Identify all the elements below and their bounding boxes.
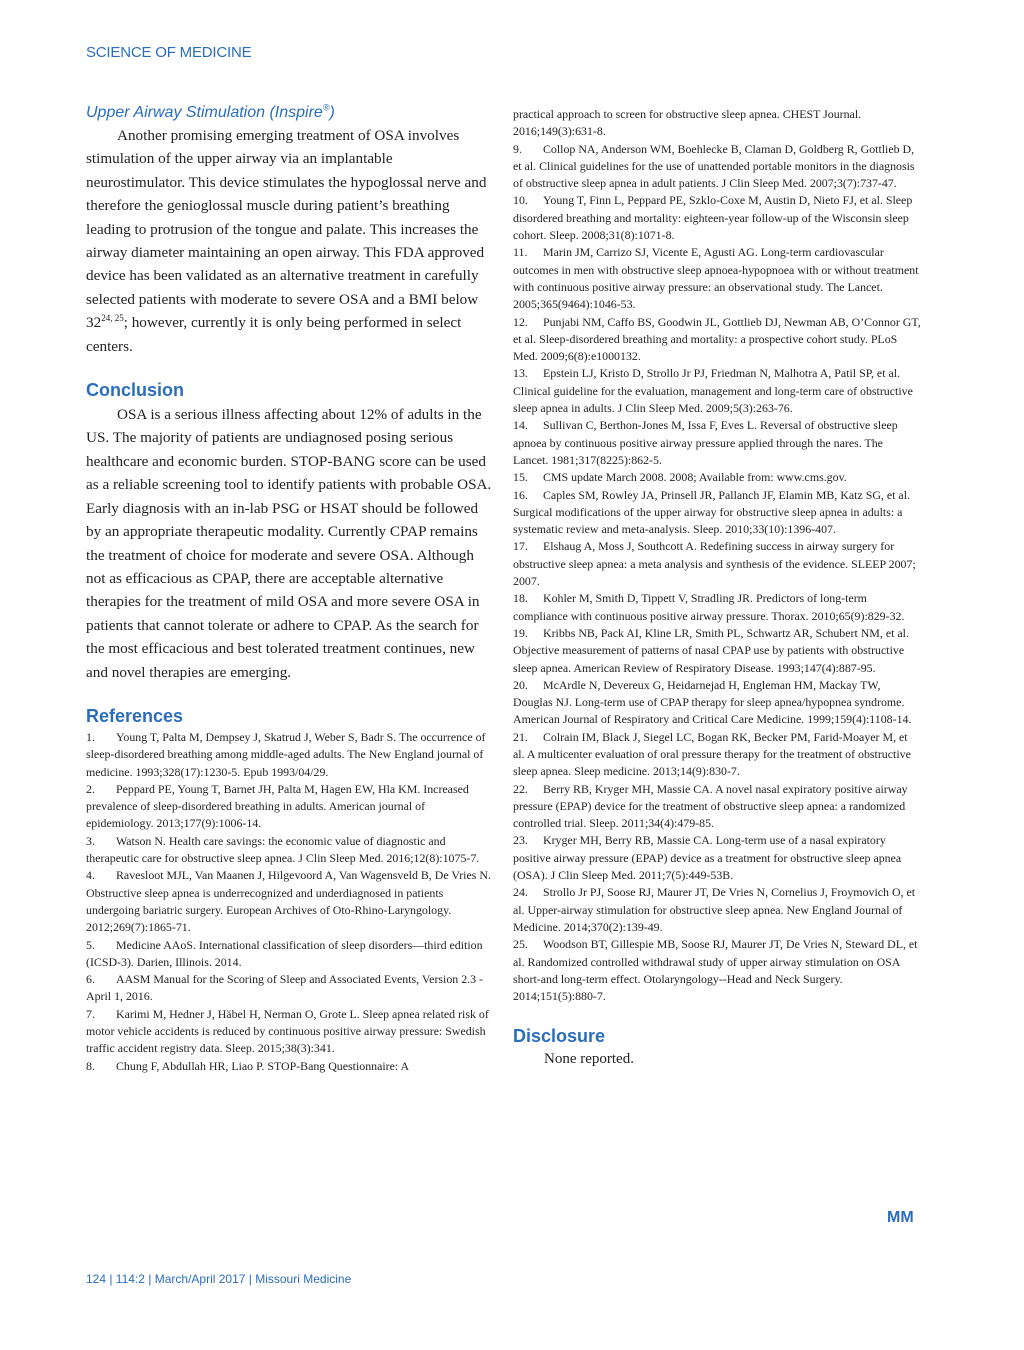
reference-text: Punjabi NM, Caffo BS, Goodwin JL, Gottlieb DJ, Newman AB, O’Connor GT, et al. Sleep-disordered breathing and mortality: a prospective cohort study. PLoS Med. 2009;6(8):e1000132. — [513, 314, 921, 364]
reference-item — [513, 365, 921, 417]
references-heading: References — [86, 705, 184, 726]
reference-text: Chung F, Abdullah HR, Liao P. STOP-Bang Questionnaire: A — [116, 1058, 410, 1073]
reference-number: 14. — [513, 418, 528, 433]
inspire-paragraph — [86, 124, 492, 358]
reference-text: Marin JM, Carrizo SJ, Vicente E, Agusti AG. Long-term cardiovascular outcomes in men with obstructive sleep apnoea-hypopnoea with or without treatment with continuous positive airway pressure: an observational study. The Lancet. 2005;365(9464):1046-53. — [513, 245, 919, 312]
reference-item — [513, 469, 921, 486]
reference-number: 3. — [86, 833, 95, 848]
reference-number: 8. — [86, 1058, 95, 1073]
reference-item — [86, 1006, 492, 1058]
reference-number: 23. — [513, 833, 528, 848]
inspire-title-text: Upper Airway Stimulation (Inspire — [86, 104, 323, 121]
reference-item — [513, 936, 921, 1005]
reference-item — [513, 417, 921, 469]
reference-number: 20. — [513, 677, 528, 692]
reference-number: 9. — [513, 141, 522, 156]
disclosure-text: None reported. — [544, 1051, 634, 1068]
disclosure-heading: Disclosure — [513, 1026, 606, 1047]
reference-number: 16. — [513, 487, 528, 502]
conclusion-paragraph: OSA is a serious illness affecting about 12% of adults in the US. The majority of patients are undiagnosed posing serious healthcare and economic burden. STOP-BANG score can be used as a reliable screening tool to identify patients with probable OSA. Early diagnosis with an in-lab PSG or HSAT should be followed by an appropriate therapeutic modality. Currently CPAP remains the treatment of choice for moderate and severe OSA. Although not as efficacious as CPAP, there are acceptable alternative therapies for the treatment of mild OSA and more severe OSA in patients that cannot tolerate or adhere to CPAP. As the search for the most efficacious and best tolerated treatment continues, new and novel therapies are emerging. — [86, 406, 492, 681]
reference-text: Colrain IM, Black J, Siegel LC, Bogan RK, Becker PM, Farid-Moayer M, et al. A multicenter evaluation of oral pressure therapy for the treatment of obstructive sleep apnea. Sleep medicine. 2013;14(9):830-7. — [513, 729, 911, 779]
registered-mark: ® — [322, 102, 330, 113]
reference-number: 21. — [513, 729, 528, 744]
reference-number: 18. — [513, 591, 528, 606]
reference-text: Medicine AAoS. International classification of sleep disorders—third edition (ICSD-3). Darien, Illinois. 2014. — [86, 937, 483, 969]
reference-text: Karimi M, Hedner J, Häbel H, Nerman O, Grote L. Sleep apnea related risk of motor vehicle accidents is reduced by continuous positive airway pressure: Swedish traffic accident registry data. Sleep. 2015;38(3):341. — [86, 1006, 489, 1056]
reference-item — [513, 244, 921, 313]
reference-number: 1. — [86, 729, 95, 744]
reference-item — [86, 937, 492, 972]
reference-number: 19. — [513, 625, 528, 640]
reference-item — [513, 192, 921, 244]
reference-text: Young T, Finn L, Peppard PE, Szklo-Coxe M, Austin D, Nieto FJ, et al. Sleep disordered breathing and mortality: eighteen-year follow-up of the Wisconsin sleep cohort. Sleep. 2008;31(8):1071-8. — [513, 193, 913, 243]
reference-item — [86, 867, 492, 936]
reference-number: 12. — [513, 314, 528, 329]
reference-item — [513, 487, 921, 539]
reference-text: McArdle N, Devereux G, Heidarnejad H, Engleman HM, Mackay TW, Douglas NJ. Long-term use of CPAP therapy for sleep apnea/hypopnea syndrome. American Journal of Respiratory and Critical Care Medicine. 1999;159(4):1108-14. — [513, 677, 912, 727]
reference-item — [86, 729, 492, 781]
reference-number: 25. — [513, 937, 528, 952]
reference-number: 2. — [86, 781, 95, 796]
reference-number: 17. — [513, 539, 528, 554]
reference-text: Young T, Palta M, Dempsey J, Skatrud J, Weber S, Badr S. The occurrence of sleep-disordered breathing among middle-aged adults. The New England journal of medicine. 1993;328(17):1230-5. Epub 1993/04/29. — [86, 729, 486, 779]
reference-item — [513, 677, 921, 729]
reference-number: 4. — [86, 868, 95, 883]
left-column — [86, 104, 492, 1075]
reference-text: Peppard PE, Young T, Barnet JH, Palta M, Hagen EW, Hla KM. Increased prevalence of sleep-disordered breathing in adults. American journal of epidemiology. 2013;177(9):1006-14. — [86, 781, 469, 831]
reference-item — [86, 781, 492, 833]
reference-text: Epstein LJ, Kristo D, Strollo Jr PJ, Friedman N, Malhotra A, Patil SP, et al. Clinical guideline for the evaluation, management and long-term care of obstructive sleep apnea in adults. J Clin Sleep Med. 2009;5(3):263-76. — [513, 366, 913, 416]
reference-number: 22. — [513, 781, 528, 796]
reference-text: Kribbs NB, Pack AI, Kline LR, Smith PL, Schwartz AR, Schubert NM, et al. Objective measurement of patterns of nasal CPAP use by patients with obstructive sleep apnea. American Review of Respiratory Disease. 1993;147(4):887-95. — [513, 625, 909, 675]
right-column — [513, 106, 921, 1068]
reference-item — [513, 314, 921, 366]
reference-item — [513, 781, 921, 833]
inspire-title-end: ) — [329, 104, 335, 121]
reference-item — [513, 884, 921, 936]
reference-number: 24. — [513, 885, 528, 900]
reference-item — [86, 1058, 492, 1075]
reference-text: Kohler M, Smith D, Tippett V, Stradling JR. Predictors of long-term compliance with continuous positive airway pressure. Thorax. 2010;65(9):829-32. — [513, 591, 905, 623]
inspire-heading — [86, 104, 492, 122]
reference-number: 6. — [86, 972, 95, 987]
reference-text: Collop NA, Anderson WM, Boehlecke B, Claman D, Goldberg R, Gottlieb D, et al. Clinical guidelines for the use of unattended portable monitors in the diagnosis of obstructive sleep apnea in adult patients. J Clin Sleep Med. 2007;3(7):737-47. — [513, 141, 915, 191]
reference-number: 13. — [513, 366, 528, 381]
reference-item — [513, 590, 921, 625]
reference-item — [86, 971, 492, 1006]
reference-item — [513, 625, 921, 677]
reference-number: 15. — [513, 470, 528, 485]
page-footer: 124 | 114:2 | March/April 2017 | Missouri Medicine — [86, 1272, 352, 1286]
inspire-body: Another promising emerging treatment of OSA involves stimulation of the upper airway via an implantable neurostimulator. This device stimulates the hypoglossal nerve and therefore the genioglossal muscle during patient’s breathing leading to protrusion of the tongue and palate. This increases the airway diameter maintaining an open airway. This FDA approved device has been validated as an alternative treatment in carefully selected patients with moderate to severe OSA and a BMI below 32 — [86, 127, 487, 332]
reference-number: 10. — [513, 193, 528, 208]
reference-number: 11. — [513, 245, 528, 260]
reference-text: Kryger MH, Berry RB, Massie CA. Long-term use of a nasal expiratory positive airway pressure (EPAP) device as a treatment for obstructive sleep apnea (OSA). J Clin Sleep Med. 2011;7(5):449-53B. — [513, 833, 902, 883]
reference-text: Sullivan C, Berthon-Jones M, Issa F, Eves L. Reversal of obstructive sleep apnoea by continuous positive airway pressure applied through the nares. The Lancet. 1981;317(8225):862-5. — [513, 418, 898, 467]
reference-text: Woodson BT, Gillespie MB, Soose RJ, Maurer JT, De Vries N, Steward DL, et al. Randomized controlled withdrawal study of upper airway stimulation on OSA short-and long-term effect. Otolaryngology--Head and Neck Surgery. 2014;151(5):880-7. — [513, 937, 918, 1004]
reference-number: 5. — [86, 937, 95, 952]
reference-item — [513, 538, 921, 590]
references-list-right — [513, 141, 921, 1006]
reference-text: Elshaug A, Moss J, Southcott A. Redefining success in airway surgery for obstructive sleep apnea: a meta analysis and synthesis of the evidence. SLEEP 2007; 2007. — [513, 539, 916, 589]
reference-item — [513, 832, 921, 884]
section-header: SCIENCE OF MEDICINE — [86, 44, 252, 61]
reference-continuation: practical approach to screen for obstructive sleep apnea. CHEST Journal. 2016;149(3):631-8. — [513, 107, 862, 139]
conclusion-heading: Conclusion — [86, 380, 184, 401]
reference-text: Berry RB, Kryger MH, Massie CA. A novel nasal expiratory positive airway pressure (EPAP) device for the treatment of obstructive sleep apnea: a randomized controlled trial. Sleep. 2011;34(4):479-85. — [513, 781, 908, 831]
reference-text: Caples SM, Rowley JA, Prinsell JR, Pallanch JF, Elamin MB, Katz SG, et al. Surgical modifications of the upper airway for obstructive sleep apnea in adults: a systematic review and meta-analysis. Sleep. 2010;33(10):1396-407. — [513, 487, 910, 537]
reference-item — [513, 141, 921, 193]
reference-item — [513, 729, 921, 781]
references-list-left — [86, 729, 492, 1075]
inspire-body-end: ; however, currently it is only being performed in select centers. — [86, 314, 462, 355]
reference-text: Watson N. Health care savings: the economic value of diagnostic and therapeutic care for obstructive sleep apnea. J Clin Sleep Med. 2016;12(8):1075-7. — [86, 833, 480, 866]
reference-text: AASM Manual for the Scoring of Sleep and Associated Events, Version 2.3 - April 1, 2016. — [86, 972, 484, 1004]
reference-text: CMS update March 2008. 2008; Available from: www.cms.gov. — [543, 470, 847, 485]
inspire-citation: 24, 25 — [101, 313, 124, 324]
reference-item — [86, 833, 492, 868]
reference-text: Strollo Jr PJ, Soose RJ, Maurer JT, De Vries N, Cornelius J, Froymovich O, et al. Upper-airway stimulation for obstructive sleep apnea. New England Journal of Medicine. 2014;370(2):139-49. — [513, 885, 916, 934]
reference-number: 7. — [86, 1006, 95, 1021]
missouri-medicine-logo: MM — [887, 1209, 914, 1226]
reference-text: Ravesloot MJL, Van Maanen J, Hilgevoord A, Van Wagensveld B, De Vries N. Obstructive sleep apnea is underrecognized and underdiagnosed in patients undergoing bariatric surgery. European Archives of Oto-Rhino-Laryngology. 2012;269(7):1865-71. — [86, 868, 491, 935]
